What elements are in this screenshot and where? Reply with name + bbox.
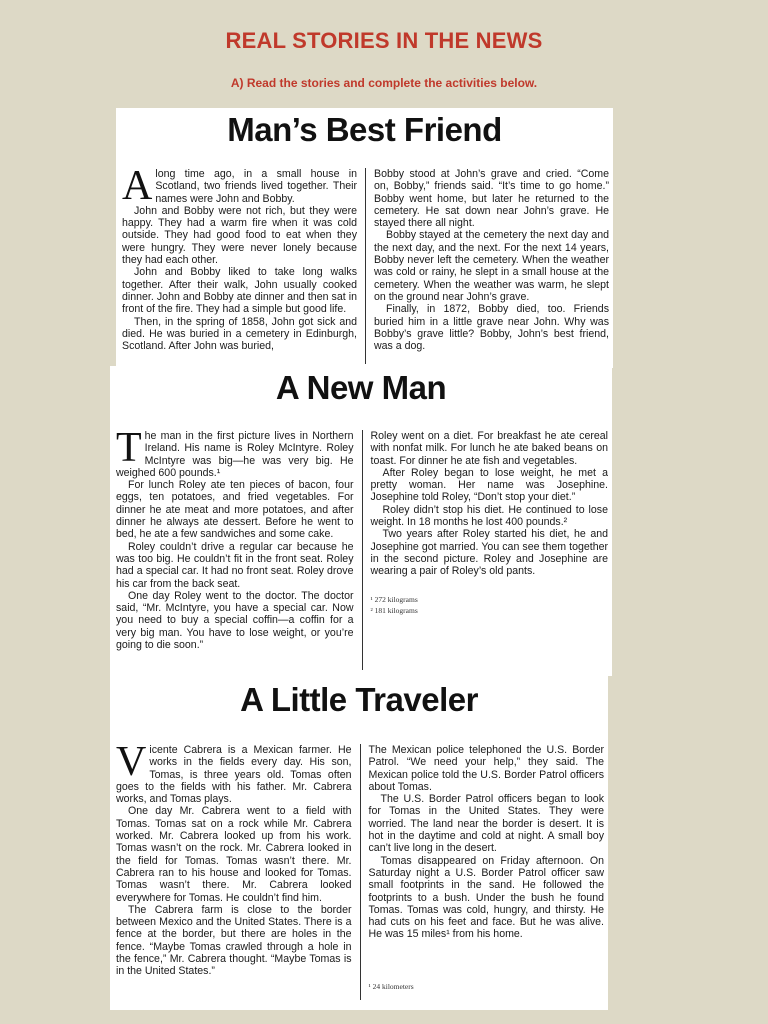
- paragraph-text: he man in the first picture lives in Northern Ireland. His name is Roley McIntyre. Roley McIntyre was big—he was very big. He weighed 600 pounds.¹: [116, 430, 354, 479]
- paragraph: Finally, in 1872, Bobby died, too. Friends buried him in a little grave near John. Why was Bobby’s grave little? Bobby, John’s best friend, was a dog.: [374, 303, 609, 353]
- footnote: ¹ 24 kilometers: [368, 981, 414, 991]
- story-title: A New Man: [275, 369, 447, 406]
- paragraph: John and Bobby were not rich, but they were happy. They had a warm fire when it was cold outside. They had good food to eat when they were hungry. They were never lonely because they had each other.: [122, 204, 357, 267]
- paragraph: [116, 430, 354, 479]
- drop-cap: A: [122, 168, 153, 209]
- paragraph: Bobby stood at John’s grave and cried. “Come on, Bobby,” friends said. “It’s time to go home.” Bobby went home, but later he returned to the cemetery. He sat down near John’s grave. He stayed there all night.: [374, 168, 609, 230]
- paragraph-text: long time ago, in a small house in Scotland, two friends lived together. Their names were John and Bobby.: [155, 168, 357, 205]
- drop-cap: T: [116, 430, 142, 471]
- story-a-little-traveler: [110, 676, 608, 1010]
- paragraph: One day Roley went to the doctor. The doctor said, “Mr. McIntyre, you have a special car. Now you need to buy a special coffin—a coffin for a very big man. You have to lose weight, or you’re going to die soon.”: [116, 589, 354, 652]
- left-column: [116, 430, 363, 670]
- paragraph: Bobby stayed at the cemetery the next day and the next day, and the next. For the next 14 years, Bobby never left the cemetery. When the weather was cold or rainy, he slept in a small house at the cemetery. When the weather was warm, he slept on the ground near John’s grave.: [374, 229, 609, 303]
- footnote: ¹ 272 kilograms: [370, 594, 418, 604]
- paragraph: The U.S. Border Patrol officers began to look for Tomas in the United States. They were worried. The land near the border is desert. It is hot in the daytime and cold at night. A small boy can’t live long in the desert.: [368, 793, 604, 855]
- story-columns: [110, 430, 612, 670]
- paragraph: Then, in the spring of 1858, John got sick and died. He was buried in a cemetery in Edinburgh, Scotland. After John was buried,: [122, 315, 357, 353]
- footnotes: [371, 594, 609, 616]
- paragraph: The Mexican police telephoned the U.S. Border Patrol. “We need your help,” they said. The Mexican police told the U.S. Border Patrol officers about Tomas.: [368, 744, 604, 793]
- story-columns: [110, 744, 608, 1000]
- paragraph: Two years after Roley started his diet, he and Josephine got married. You can see them together in the second picture. Roley and Josephine are wearing a pair of Roley’s old pants.: [370, 528, 608, 578]
- paragraph: [122, 168, 357, 209]
- paragraph-text: icente Cabrera is a Mexican farmer. He works in the fields every day. His son, Tomas, is three years old. Tomas often goes to the fields with his father. Mr. Cabrera works, and Tomas plays.: [116, 744, 352, 806]
- right-column: [363, 430, 609, 670]
- drop-cap: V: [116, 744, 147, 785]
- paragraph: John and Bobby liked to take long walks together. After their walk, John usually cooked dinner. John and Bobby ate dinner and then sat in front of the fire. They had a simple but good life.: [122, 266, 357, 316]
- paragraph: The Cabrera farm is close to the border between Mexico and the United States. There is a fence at the border, but there are holes in the fence. “Maybe Tomas crawled through a hole in the fence,” Mr. Cabrera thought. “Maybe Tomas is in the United States.”: [116, 903, 352, 978]
- left-column: [116, 744, 361, 1000]
- story-a-new-man: [110, 366, 612, 676]
- paragraph: One day Mr. Cabrera went to a field with Tomas. Tomas sat on a rock while Mr. Cabrera worked. Mr. Cabrera looked up from his work. Tomas wasn’t on the rock. Mr. Cabrera looked in the field for Tomas. Tomas wasn’t there. Mr. Cabrera ran to his house and looked for Tomas. Tomas wasn’t there. Mr. Cabrera looked everywhere for Tomas. He couldn’t find him.: [116, 805, 352, 904]
- footnotes: [369, 981, 605, 992]
- right-column: [366, 168, 609, 364]
- story-mans-best-friend: [116, 108, 613, 368]
- paragraph: Roley couldn’t drive a regular car because he was too big. He couldn’t fit in the front seat. Roley had a special car. It had no front seat. Roley drove his car from the back seat.: [116, 540, 354, 590]
- paragraph: [116, 744, 352, 805]
- paragraph: Roley went on a diet. For breakfast he ate cereal with nonfat milk. For lunch he ate baked beans on toast. For dinner he ate fish and vegetables.: [370, 430, 608, 467]
- instructions: A) Read the stories and complete the activities below.: [230, 76, 538, 90]
- paragraph: For lunch Roley ate ten pieces of bacon, four eggs, ten potatoes, and fried vegetables. For dinner he ate meat and more potatoes, and after dinner he always ate dessert. Before he went to bed, he ate a few sandwiches and some cake.: [116, 479, 354, 541]
- story-columns: [116, 168, 613, 364]
- story-title: Man’s Best Friend: [227, 111, 502, 148]
- footnote: ² 181 kilograms: [370, 605, 418, 615]
- page-title: REAL STORIES IN THE NEWS: [225, 28, 543, 53]
- paragraph: Tomas disappeared on Friday afternoon. On Saturday night a U.S. Border Patrol officer saw small footprints in the sand. He followed the footprints to a bush. Under the bush he found Tomas. Tomas was cold, hungry, and thirsty. He had cuts on his feet and face. But he was alive. He was 15 miles¹ from his home.: [368, 854, 604, 941]
- story-title: A Little Traveler: [240, 681, 478, 718]
- right-column: [361, 744, 605, 1000]
- left-column: [122, 168, 366, 364]
- paragraph: Roley didn’t stop his diet. He continued to lose weight. In 18 months he lost 400 pounds.²: [370, 503, 608, 529]
- paragraph: After Roley began to lose weight, he met a pretty woman. Her name was Josephine. Josephine told Roley, “Don’t stop your diet.”: [370, 466, 608, 504]
